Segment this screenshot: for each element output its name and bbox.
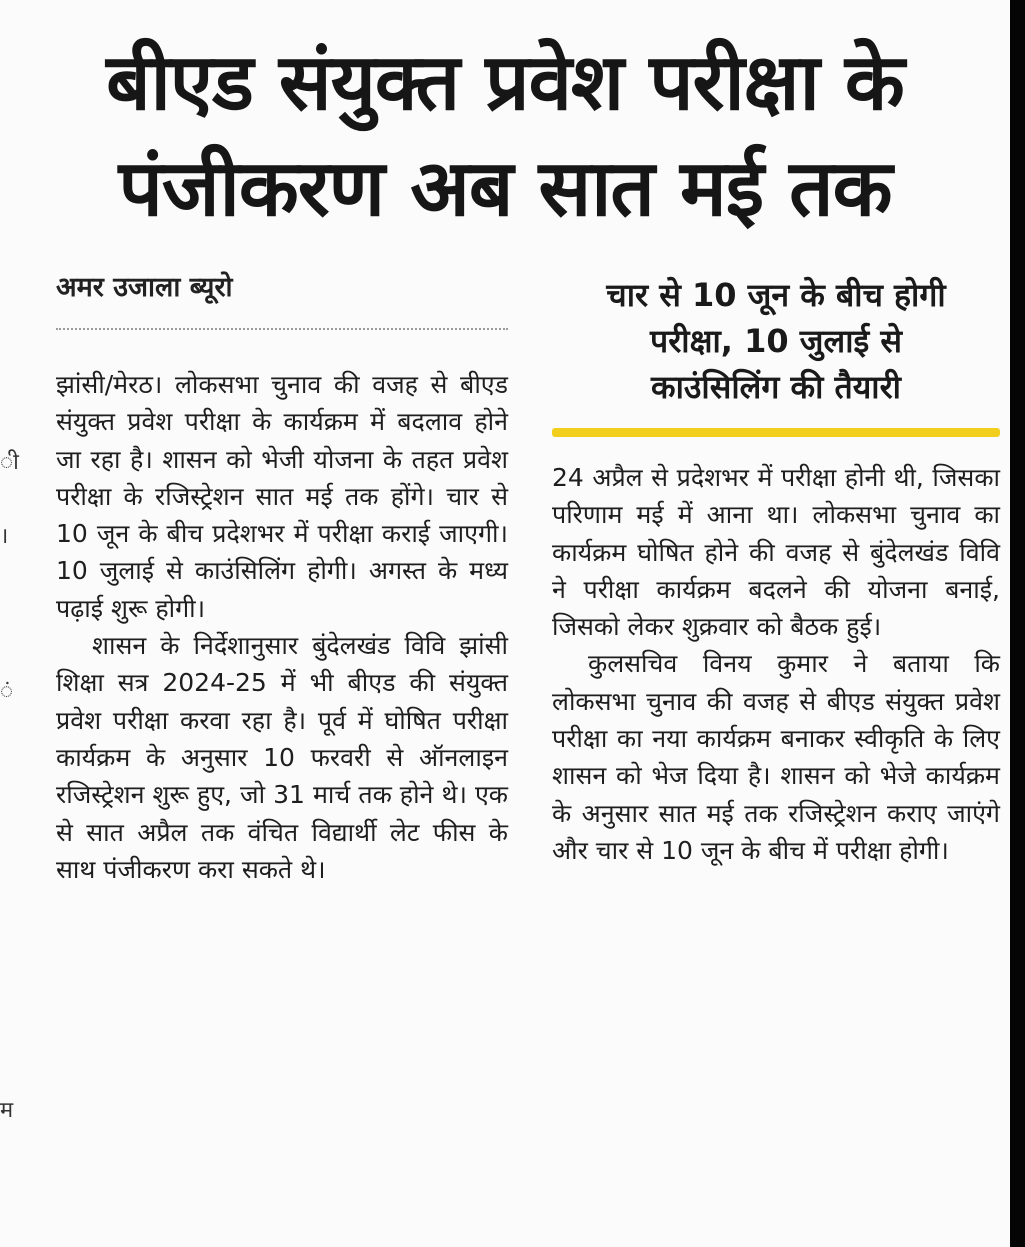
- margin-fragment: ं: [0, 679, 14, 704]
- article-left-column: [56, 272, 508, 888]
- subheadline-line-1: चार से 10 जून के बीच होगी: [606, 276, 946, 314]
- paragraph: शासन के निर्देशानुसार बुंदेलखंड विवि झांसी शिक्षा सत्र 2024-25 में भी बीएड की संयुक्त प्रवेश परीक्षा करवा रहा है। पूर्व में घोषित परीक्षा कार्यक्रम के अनुसार 10 फरवरी से ऑनलाइन रजिस्ट्रेशन शुरू हुए, जो 31 मार्च तक होने थे। एक से सात अप्रैल तक वंचित विद्यार्थी लेट फीस के साथ पंजीकरण करा सकते थे।: [56, 631, 508, 884]
- subheadline-line-2: परीक्षा, 10 जुलाई से: [650, 322, 902, 360]
- paragraph: झांसी/मेरठ। लोकसभा चुनाव की वजह से बीएड संयुक्त प्रवेश परीक्षा के कार्यक्रम में बदलाव होने जा रहा है। शासन को भेजी योजना के तहत प्रवेश परीक्षा के रजिस्ट्रेशन सात मई तक होंगे। चार से 10 जून के बीच प्रदेशभर में परीक्षा कराई जाएगी। 10 जुलाई से काउंसिलिंग होगी। अगस्त के मध्य पढ़ाई शुरू होगी।: [56, 370, 508, 623]
- scan-edge-border: [1010, 0, 1025, 1247]
- margin-fragment: ।: [0, 524, 9, 549]
- headline-line-2: पंजीकरण अब सात मई तक: [118, 144, 892, 234]
- byline: अमर उजाला ब्यूरो: [56, 272, 233, 303]
- subheadline: [552, 272, 1000, 410]
- headline-line-1: बीएड संयुक्त प्रवेश परीक्षा के: [106, 38, 904, 128]
- subheadline-line-3: काउंसिलिंग की तैयारी: [651, 368, 901, 406]
- paragraph: कुलसचिव विनय कुमार ने बताया कि लोकसभा चुनाव की वजह से बीएड संयुक्त प्रवेश परीक्षा का नया कार्यक्रम बनाकर स्वीकृति के लिए शासन को भेज दिया है। शासन को भेजे कार्यक्रम के अनुसार सात मई तक रजिस्ट्रेशन कराए जाएंगे और चार से 10 जून के बीच में परीक्षा होगी।: [552, 649, 1000, 865]
- paragraph: 24 अप्रैल से प्रदेशभर में परीक्षा होनी थी, जिसका परिणाम मई में आना था। लोकसभा चुनाव का कार्यक्रम घोषित होने की वजह से बुंदेलखंड विवि ने परीक्षा कार्यक्रम बदलने की योजना बनाई, जिसको लेकर शुक्रवार को बैठक हुई।: [552, 463, 1000, 642]
- article-right-column: [552, 272, 1000, 869]
- left-column-body: [56, 366, 508, 888]
- byline-divider: [56, 328, 508, 330]
- right-column-body: [552, 459, 1000, 869]
- adjacent-column-fragments: [0, 420, 19, 1123]
- margin-fragment: ी: [0, 450, 19, 475]
- accent-divider: [552, 428, 1000, 437]
- margin-fragment: म: [0, 1098, 14, 1123]
